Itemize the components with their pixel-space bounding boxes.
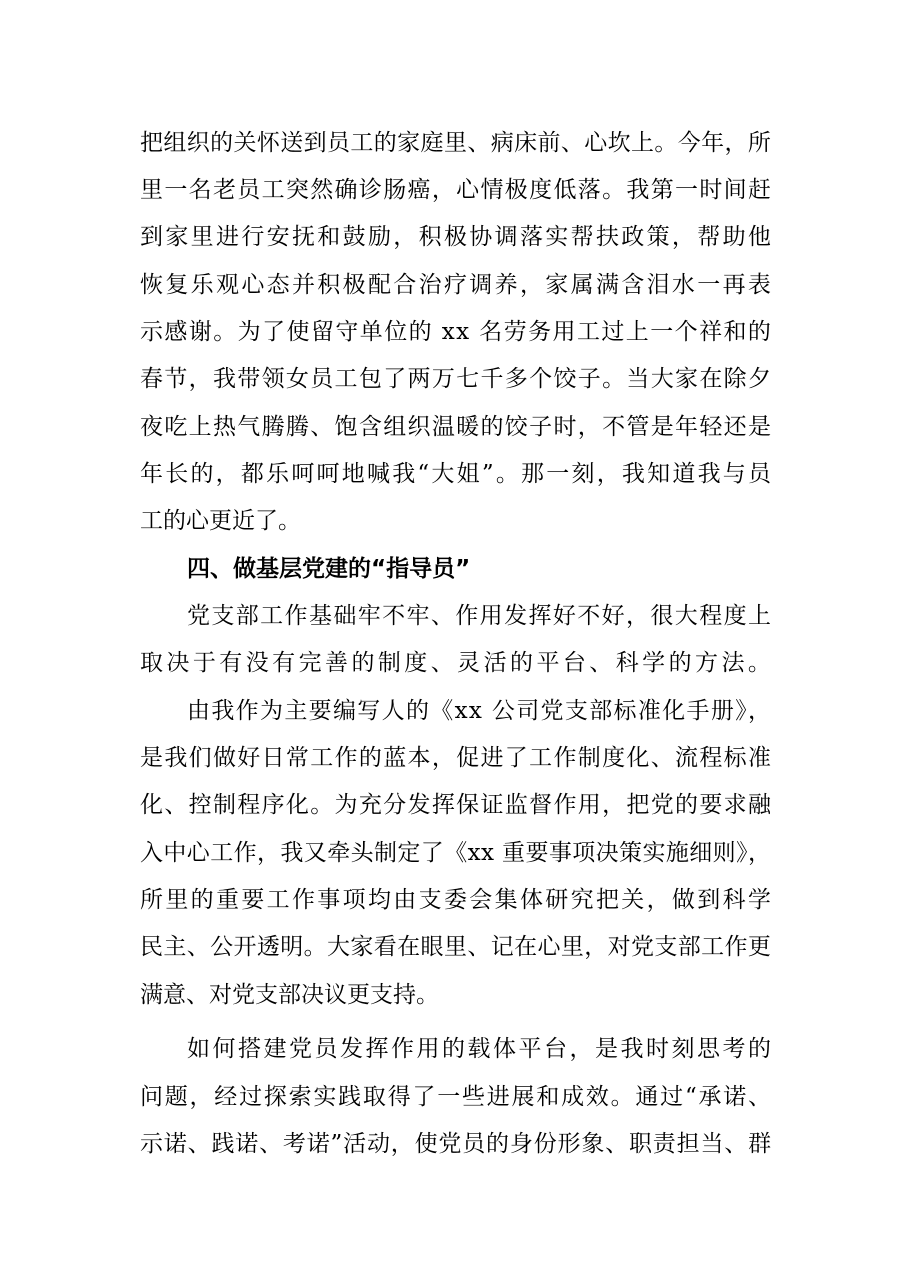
text-line [0, 403, 909, 451]
text-line [0, 119, 909, 167]
text-line [0, 261, 909, 309]
text-line [0, 971, 909, 1019]
text-line [0, 1073, 909, 1121]
text-line [0, 308, 909, 356]
text-line [0, 450, 909, 498]
line-text: 示感谢。为了使留守单位的 xx 名劳务用工过上一个祥和的 [140, 319, 773, 345]
section-heading [0, 545, 909, 593]
line-text: 里一名老员工突然确诊肠癌，心情极度低落。我第一时间赶 [140, 177, 773, 203]
line-text: 示诺、践诺、考诺”活动，使党员的身份形象、职责担当、群 [140, 1131, 772, 1157]
line-text: 党支部工作基础牢不牢、作用发挥好不好，很大程度上 [187, 603, 773, 629]
line-text: 工的心更近了。 [140, 508, 301, 534]
line-text: 化、控制程序化。为充分发挥保证监督作用，把党的要求融 [140, 792, 773, 818]
text-line [0, 639, 909, 687]
line-text: 取决于有没有完善的制度、灵活的平台、科学的方法。 [140, 650, 775, 676]
text-line [0, 497, 909, 545]
text-line [0, 923, 909, 971]
text-line [0, 734, 909, 782]
line-text: 如何搭建党员发挥作用的载体平台，是我时刻思考的 [187, 1036, 774, 1062]
text-line [0, 876, 909, 924]
text-line [0, 1025, 909, 1073]
line-text: 是我们做好日常工作的蓝本，促进了工作制度化、流程标准 [140, 745, 773, 771]
line-text: 把组织的关怀送到员工的家庭里、病床前、心坎上。今年，所 [140, 130, 772, 156]
line-text: 夜吃上热气腾腾、饱含组织温暖的饺子时，不管是年轻还是 [140, 414, 773, 440]
line-text: 恢复乐观心态并积极配合治疗调养，家属满含泪水一再表 [140, 272, 774, 298]
line-text: 由我作为主要编写人的《xx 公司党支部标准化手册》， [187, 698, 773, 724]
text-line [0, 687, 909, 735]
line-text: 问题，经过探索实践取得了一些进展和成效。通过“承诺、 [140, 1084, 773, 1110]
text-line [0, 592, 909, 640]
line-text: 满意、对党支部决议更支持。 [140, 982, 439, 1008]
text-line [0, 213, 909, 261]
text-line [0, 1120, 909, 1168]
line-text: 民主、公开透明。大家看在眼里、记在心里，对党支部工作更 [140, 934, 772, 960]
line-text: 入中心工作，我又牵头制定了《xx 重要事项决策实施细则》， [140, 840, 772, 866]
text-line [0, 166, 909, 214]
line-text: 到家里进行安抚和鼓励，积极协调落实帮扶政策，帮助他 [140, 224, 774, 250]
line-text: 年长的，都乐呵呵地喊我“大姐”。那一刻，我知道我与员 [140, 461, 774, 487]
text-line [0, 829, 909, 877]
text-line [0, 781, 909, 829]
text-line [0, 355, 909, 403]
line-text: 春节，我带领女员工包了两万七千多个饺子。当大家在除夕 [140, 366, 773, 392]
line-text: 所里的重要工作事项均由支委会集体研究把关，做到科学 [140, 887, 774, 913]
section-heading-text: 四、做基层党建的“指导员” [187, 556, 471, 582]
